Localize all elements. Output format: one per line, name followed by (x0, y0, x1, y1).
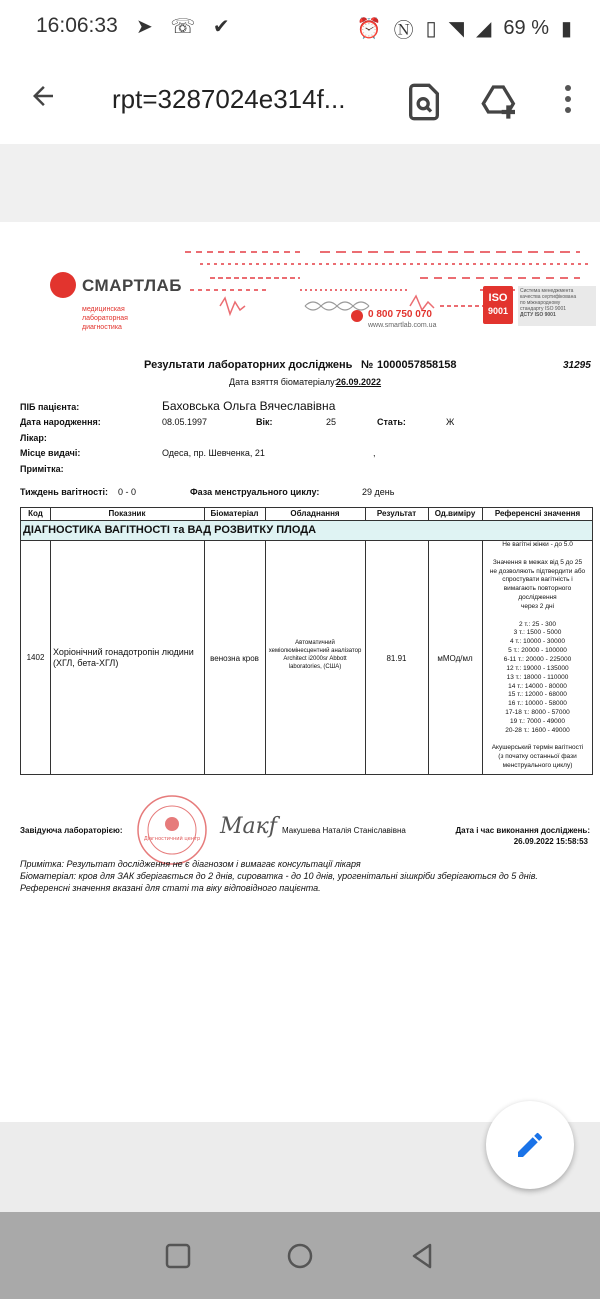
report-number: 1000057858158 (377, 359, 457, 371)
done-label: Дата і час виконання досліджень: (455, 826, 590, 835)
reference-line: 6-11 т.: 20000 - 225000 (503, 655, 572, 663)
svg-text:Діагностичний центр: Діагностичний центр (143, 836, 201, 842)
header-equipment: Обладнання (290, 509, 340, 518)
lab-stamp (136, 794, 208, 866)
reference-line: Значення в межах від 5 до 25 (492, 558, 583, 566)
reference-line: не дозволяють підтвердити або (489, 567, 586, 575)
document-page[interactable] (0, 222, 600, 1122)
notification-icons (136, 14, 236, 39)
corner-code: 31295 (563, 360, 591, 371)
status-bar (0, 0, 600, 58)
cycle-phase: 29 день (362, 487, 395, 497)
reference-line: Акушерський термін вагітності (491, 744, 584, 752)
lab-head-label: Завідуюча лабораторією: (20, 826, 123, 835)
doctor-label: Лікар: (20, 433, 47, 443)
row-indicator-1: Хоріонічний гонадотропін людини (53, 647, 194, 657)
header-unit: Од.виміру (434, 509, 476, 518)
header-biomaterial: Біоматеріал (210, 509, 259, 518)
alarm-icon: ⏰ (356, 18, 382, 40)
logo-name: СМАРТЛАБ (82, 276, 182, 295)
phone-number: 0 800 750 070 (368, 309, 432, 320)
reference-line: 3 т.: 1500 - 5000 (513, 629, 562, 637)
more-options-icon[interactable] (558, 84, 578, 120)
dob-value: 08.05.1997 (162, 417, 208, 427)
reference-line: 19 т.: 7000 - 49000 (509, 717, 566, 725)
reference-line: 4 т.: 10000 - 30000 (509, 638, 566, 646)
reference-line: 2 т.: 25 - 300 (519, 620, 556, 628)
back-arrow-icon[interactable] (28, 80, 64, 120)
system-icons (357, 14, 572, 43)
find-in-page-icon[interactable] (404, 82, 444, 122)
home-button[interactable] (284, 1240, 316, 1272)
header-reference: Референсні значення (494, 509, 581, 518)
sex-value: Ж (446, 417, 455, 427)
reference-values (482, 541, 593, 771)
pregnancy-week: 0 - 0 (118, 487, 137, 497)
reference-line: 16 т.: 10000 - 58000 (508, 700, 567, 708)
reference-line: вимагають повторного (503, 585, 572, 593)
reference-line: 5 т.: 20000 - 100000 (508, 647, 567, 655)
reference-line: (з початку останньої фази (498, 753, 577, 761)
logo-tagline-3: диагностика (82, 324, 122, 331)
section-title: ДІАГНОСТИКА ВАГІТНОСТІ та ВАД РОЗВИТКУ ПЛОДА (23, 524, 317, 536)
cycle-phase-label: Фаза менструального циклу: (190, 487, 320, 497)
nfc-icon: Ⓝ (393, 20, 414, 42)
note-label: Примітка: (20, 464, 64, 474)
iso-text: Система менеджмента качества сертифікована по міжнародному стандарту ISO 9001 ДСТУ ISO 9001 (518, 286, 596, 326)
place-value: Одеса, пр. Шевченка, 21 (162, 448, 265, 458)
note-1: Примітка: Результат дослідження не є діагнозом і вимагає консультації лікаря (20, 859, 361, 869)
status-time: 16:06:33 (36, 14, 118, 37)
reference-line: 14 т.: 14000 - 80000 (508, 682, 567, 690)
wifi-icon: ◥ (448, 18, 464, 40)
sex-label: Стать: (377, 417, 406, 427)
viewer-background (0, 144, 600, 222)
website: www.smartlab.com.ua (368, 322, 437, 329)
row-result: 81.91 (386, 654, 407, 663)
report-number-label: № (361, 359, 374, 371)
done-datetime: 26.09.2022 15:58:53 (513, 837, 588, 846)
battery-icon: ▮ (560, 18, 572, 40)
note-2: Біоматеріал: кров для ЗАК зберігається до 2 днів, сироватка - до 10 днів, урогенітальні зішкріби зберігаються до 5 днів. (20, 871, 538, 881)
app-bar (0, 58, 600, 144)
patient-name-label: ПІБ пацієнта: (20, 402, 80, 412)
edit-button[interactable] (486, 1101, 574, 1189)
sample-date: 26.09.2022 (336, 377, 382, 387)
signal-icon: ◢ (476, 18, 492, 40)
back-button[interactable] (406, 1240, 438, 1272)
reference-line: дослідження (518, 594, 557, 602)
place-separator: , (373, 448, 376, 458)
reference-line: 17-18 т.: 8000 - 57000 (505, 709, 570, 717)
row-code: 1402 (26, 653, 45, 662)
place-label: Місце видачі: (20, 448, 81, 458)
battery-percent: 69 % (503, 17, 549, 39)
reference-line: через 2 дні (520, 602, 555, 610)
reference-line: менструального циклу) (502, 762, 573, 770)
reference-line: 20-28 т.: 1600 - 49000 (505, 726, 570, 734)
header-indicator: Показник (108, 509, 146, 518)
logo-tagline-2: лабораторная (82, 315, 128, 322)
iso-badge: ISO 9001 (483, 286, 513, 324)
row-equipment: Автоматичний хеміолюмінесцентний аналізатор Architect i2000sr Abbott laboratories, (США) (268, 640, 362, 670)
vibrate-icon: ▯ (425, 18, 437, 40)
logo-tagline-1: медицинская (82, 306, 125, 313)
handwritten-signature: Макf (220, 814, 277, 839)
header-code: Код (28, 509, 43, 518)
reference-line (482, 550, 593, 559)
recents-button[interactable] (162, 1240, 194, 1272)
document-title: rpt=3287024e314f... (112, 84, 346, 114)
row-biomaterial: венозна кров (210, 654, 259, 663)
reference-line (482, 612, 593, 621)
viber-icon: ☏ (170, 16, 202, 38)
header-result: Результат (376, 509, 417, 518)
reference-line: 12 т.: 19000 - 135000 (506, 664, 569, 672)
add-to-drive-icon[interactable] (480, 82, 520, 122)
age-label: Вік: (256, 417, 273, 427)
pencil-icon (514, 1129, 546, 1161)
pregnancy-week-label: Тиждень вагітності: (20, 487, 109, 497)
patient-name: Баховська Ольга Вячеславівна (162, 399, 336, 413)
reference-line: Не вагітні жінки - до 5.0 (502, 541, 573, 548)
row-unit: мМОд/мл (437, 654, 473, 663)
row-indicator-2: (ХГЛ, бета-ХГЛ) (53, 658, 119, 668)
phone-icon (351, 310, 363, 322)
reference-line: 13 т.: 18000 - 110000 (506, 673, 569, 681)
dob-label: Дата народження: (20, 417, 101, 427)
lab-head-name: Макушева Наталія Станіславівна (282, 826, 406, 835)
results-table (20, 507, 593, 775)
note-3: Референсні значення вказані для статі та віку відповідного пацієнта. (20, 883, 321, 893)
sample-date-label: Дата взяття біоматеріалу: (229, 377, 338, 387)
age-value: 25 (326, 417, 337, 427)
reference-line: спростувати вагітність і (502, 576, 573, 584)
reference-line: 15 т.: 12000 - 68000 (508, 691, 567, 699)
system-nav-bar (0, 1212, 600, 1299)
telegram-icon: ➤ (136, 16, 159, 38)
checkmark-icon: ✔ (212, 16, 236, 38)
report-title: Результати лабораторних досліджень (144, 359, 353, 371)
smartlab-logo-icon (50, 272, 76, 298)
